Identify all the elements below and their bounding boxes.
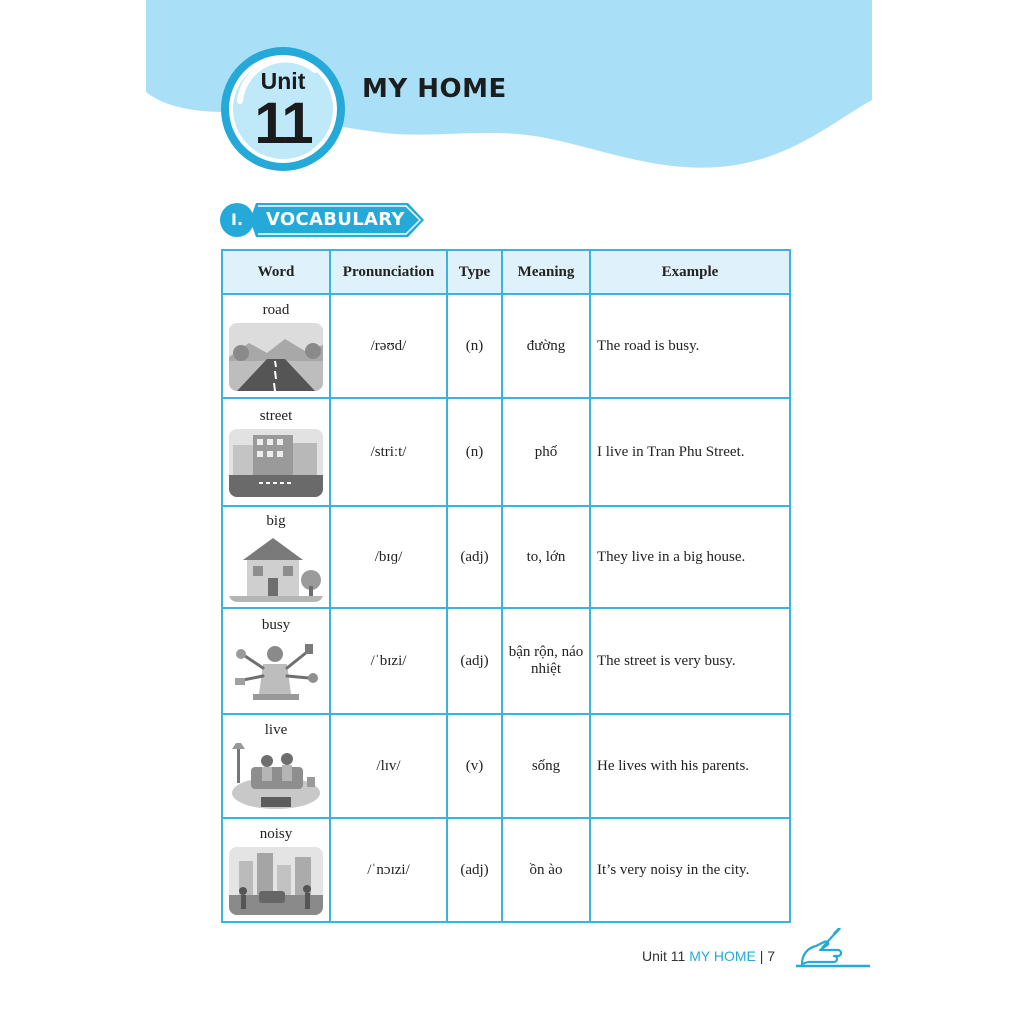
- column-header-meaning: Meaning: [502, 250, 590, 294]
- word-label: street: [259, 407, 293, 424]
- column-header-type: Type: [447, 250, 502, 294]
- example-cell: I live in Tran Phu Street.: [590, 398, 790, 506]
- type-cell: (n): [447, 398, 502, 506]
- table-row: [222, 294, 790, 398]
- column-header-example: Example: [590, 250, 790, 294]
- table-row: [222, 608, 790, 714]
- pronunciation-cell: /ˈnɔɪzi/: [330, 818, 447, 922]
- meaning-cell: đường: [502, 294, 590, 398]
- house-picture: [229, 534, 323, 602]
- footer-title: MY HOME: [689, 948, 756, 964]
- section-heading: [220, 203, 426, 237]
- meaning-cell: phố: [502, 398, 590, 506]
- table-header-row: [222, 250, 790, 294]
- pronunciation-cell: /rəʊd/: [330, 294, 447, 398]
- type-cell: (v): [447, 714, 502, 818]
- example-cell: The road is busy.: [590, 294, 790, 398]
- example-cell: They live in a big house.: [590, 506, 790, 608]
- column-header-pronunciation: Pronunciation: [330, 250, 447, 294]
- section-number: I.: [230, 210, 244, 229]
- pronunciation-cell: /ˈbɪzi/: [330, 608, 447, 714]
- pronunciation-cell: /striːt/: [330, 398, 447, 506]
- word-cell: [222, 506, 330, 608]
- type-cell: (adj): [447, 818, 502, 922]
- word-label: road: [262, 301, 290, 318]
- word-cell: [222, 608, 330, 714]
- example-cell: The street is very busy.: [590, 608, 790, 714]
- word-label: noisy: [259, 825, 293, 842]
- example-cell: It’s very noisy in the city.: [590, 818, 790, 922]
- column-header-word: Word: [222, 250, 330, 294]
- word-label: busy: [261, 616, 291, 633]
- vocabulary-table: [221, 249, 791, 923]
- example-cell: He lives with his parents.: [590, 714, 790, 818]
- type-cell: (adj): [447, 608, 502, 714]
- meaning-cell: sống: [502, 714, 590, 818]
- workbook-page: [146, 0, 872, 1017]
- word-cell: [222, 398, 330, 506]
- section-label: VOCABULARY: [266, 209, 405, 230]
- type-cell: (n): [447, 294, 502, 398]
- unit-number: 11: [254, 91, 312, 156]
- meaning-cell: ồn ào: [502, 818, 590, 922]
- footer-separator: |: [759, 948, 764, 964]
- meaning-cell: bận rộn, náo nhiệt: [502, 608, 590, 714]
- hand-writing-icon: [794, 928, 872, 970]
- word-label: big: [266, 512, 286, 529]
- word-label: live: [264, 721, 288, 738]
- word-cell: [222, 714, 330, 818]
- word-cell: [222, 818, 330, 922]
- family-living-room-picture: [229, 743, 323, 811]
- busy-woman-picture: [229, 638, 323, 706]
- pronunciation-cell: /lɪv/: [330, 714, 447, 818]
- unit-word: Unit: [260, 68, 306, 94]
- table-row: [222, 818, 790, 922]
- unit-title: MY HOME: [362, 74, 507, 104]
- road-picture: [229, 323, 323, 391]
- street-picture: [229, 429, 323, 497]
- footer-unit: Unit 11: [642, 948, 686, 964]
- page-number: 7: [767, 948, 776, 964]
- table-row: [222, 506, 790, 608]
- type-cell: (adj): [447, 506, 502, 608]
- table-row: [222, 398, 790, 506]
- meaning-cell: to, lớn: [502, 506, 590, 608]
- page-footer: [642, 948, 775, 964]
- table-row: [222, 714, 790, 818]
- pronunciation-cell: /bɪɡ/: [330, 506, 447, 608]
- noisy-city-picture: [229, 847, 323, 915]
- unit-badge: [220, 46, 346, 172]
- word-cell: [222, 294, 330, 398]
